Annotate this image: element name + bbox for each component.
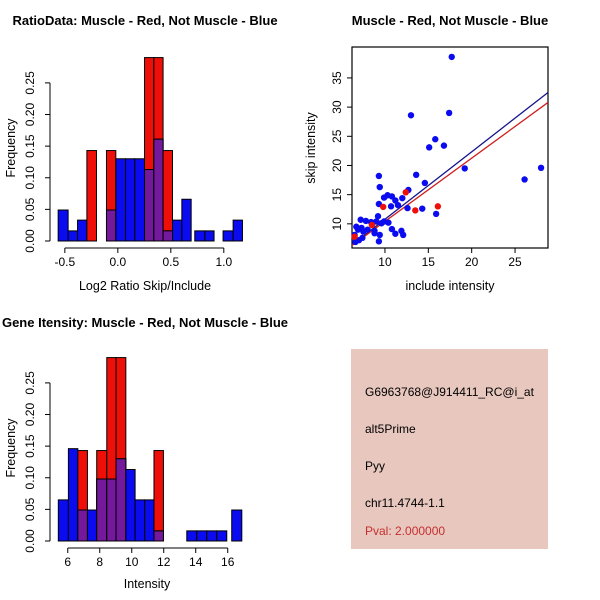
histogram-bar — [126, 470, 135, 541]
histogram-bar — [107, 479, 116, 541]
histogram-bar — [68, 231, 77, 241]
data-point — [380, 204, 386, 210]
svg-text:0.5: 0.5 — [162, 255, 180, 269]
histogram-bar — [135, 159, 145, 241]
histogram-bar — [217, 531, 227, 541]
data-point — [412, 207, 418, 213]
chromosome-location-text: chr11.4744-1.1 — [365, 496, 445, 510]
data-point — [395, 202, 401, 208]
histogram-bar — [106, 210, 115, 241]
data-point — [376, 238, 382, 244]
data-point — [422, 180, 428, 186]
histogram-bar — [78, 510, 88, 541]
svg-text:0.0: 0.0 — [109, 255, 127, 269]
ratio-hist-xlabel: Log2 Ratio Skip/Include — [78, 279, 212, 293]
svg-text:20: 20 — [465, 255, 479, 269]
data-point — [360, 228, 366, 234]
scatter-title: Muscle - Red, Not Muscle - Blue — [351, 13, 549, 28]
ratio-histogram-plot — [0, 0, 300, 300]
histogram-bar — [195, 231, 205, 241]
gene-name-text: Pyy — [365, 459, 386, 473]
histogram-bar — [205, 231, 214, 241]
histogram-bar — [232, 510, 242, 541]
intensity-scatter-plot — [300, 0, 600, 300]
svg-text:15: 15 — [330, 187, 344, 202]
histogram-bar — [197, 531, 207, 541]
svg-text:0.10: 0.10 — [23, 466, 37, 490]
svg-text:0.10: 0.10 — [23, 166, 37, 190]
data-point — [433, 211, 439, 217]
ratio-hist-ylabel: Frequency — [4, 118, 18, 178]
svg-text:10: 10 — [330, 217, 344, 231]
histogram-bar — [173, 220, 182, 241]
data-point — [435, 203, 441, 209]
data-point — [441, 142, 447, 148]
histogram-bar — [207, 531, 217, 541]
gene-histogram-plot — [0, 300, 300, 600]
data-point — [385, 219, 391, 225]
svg-text:15: 15 — [421, 255, 435, 269]
histogram-bar — [58, 210, 68, 241]
svg-text:0.15: 0.15 — [23, 434, 37, 458]
svg-text:25: 25 — [508, 255, 522, 269]
svg-text:25: 25 — [330, 129, 344, 143]
scatter-xlabel: include intensity — [405, 279, 495, 293]
histogram-bar — [97, 479, 107, 541]
info-panel — [351, 349, 548, 549]
svg-text:0.15: 0.15 — [23, 134, 37, 158]
histogram-bar — [126, 159, 135, 241]
histogram-bar — [154, 451, 163, 541]
data-point — [449, 54, 455, 60]
histogram-bar — [87, 151, 97, 241]
histogram-bar — [163, 231, 172, 241]
svg-text:0.05: 0.05 — [23, 197, 37, 222]
histogram-bars — [58, 58, 242, 241]
histogram-bar — [145, 170, 154, 241]
histogram-bar — [145, 500, 154, 541]
ratio-hist-title: RatioData: Muscle - Red, Not Muscle - Blue — [12, 13, 278, 28]
data-point — [377, 232, 383, 238]
data-point — [377, 184, 383, 190]
svg-text:20: 20 — [330, 158, 344, 173]
histogram-bar — [68, 449, 77, 541]
probe-id-text: G6963768@J914411_RC@i_at — [365, 385, 534, 399]
svg-text:0.00: 0.00 — [23, 529, 37, 553]
svg-text:0.25: 0.25 — [23, 71, 37, 95]
svg-text:10: 10 — [378, 255, 392, 269]
histogram-bars — [58, 358, 241, 541]
svg-text:1.0: 1.0 — [215, 255, 233, 269]
data-point — [462, 165, 468, 171]
gene-hist-xlabel: Intensity — [123, 577, 171, 591]
data-point — [426, 144, 432, 150]
data-point — [413, 172, 419, 178]
histogram-bar — [116, 459, 126, 541]
histogram-bar — [163, 151, 172, 241]
data-point — [403, 189, 409, 195]
histogram-bar — [116, 159, 126, 241]
data-point — [404, 205, 410, 211]
data-point — [388, 203, 394, 209]
data-point — [408, 112, 414, 118]
series-blue — [351, 54, 544, 245]
svg-text:10: 10 — [125, 555, 139, 569]
histogram-bar — [154, 531, 163, 541]
svg-text:35: 35 — [330, 71, 344, 85]
data-point — [381, 194, 387, 200]
histogram-bar — [233, 220, 242, 241]
data-point — [399, 195, 405, 201]
data-point — [432, 136, 438, 142]
svg-text:0.05: 0.05 — [23, 497, 37, 522]
data-point — [521, 176, 527, 182]
histogram-bar — [187, 531, 197, 541]
svg-text:6: 6 — [64, 555, 72, 569]
svg-text:0.20: 0.20 — [23, 402, 37, 427]
gene-hist-ylabel: Frequency — [4, 418, 18, 478]
histogram-bar — [223, 231, 233, 241]
scatter-ylabel: skip intensity — [304, 112, 318, 184]
svg-text:8: 8 — [96, 555, 104, 569]
data-point — [376, 173, 382, 179]
svg-text:30: 30 — [330, 100, 344, 114]
svg-text:14: 14 — [189, 555, 203, 569]
svg-text:12: 12 — [157, 555, 171, 569]
data-point — [538, 165, 544, 171]
data-point — [400, 232, 406, 238]
svg-text:0.00: 0.00 — [23, 229, 37, 253]
data-point — [369, 222, 375, 228]
gene-hist-title: Gene Itensity: Muscle - Red, Not Muscle - Blue — [1, 315, 289, 330]
svg-text:16: 16 — [221, 555, 235, 569]
histogram-bar — [135, 500, 145, 541]
histogram-bar — [78, 220, 87, 241]
splice-type-text: alt5Prime — [365, 422, 416, 436]
histogram-bar — [154, 139, 163, 241]
svg-text:0.20: 0.20 — [23, 102, 37, 127]
histogram-bar — [58, 500, 68, 541]
histogram-bar — [87, 510, 96, 541]
pval-text: Pval: 2.000000 — [365, 524, 446, 538]
svg-text:-0.5: -0.5 — [54, 255, 76, 269]
histogram-bar — [182, 199, 191, 241]
data-point — [446, 110, 452, 116]
data-point — [392, 231, 398, 237]
data-point — [419, 205, 425, 211]
svg-text:0.25: 0.25 — [23, 371, 37, 395]
data-point — [351, 233, 357, 239]
